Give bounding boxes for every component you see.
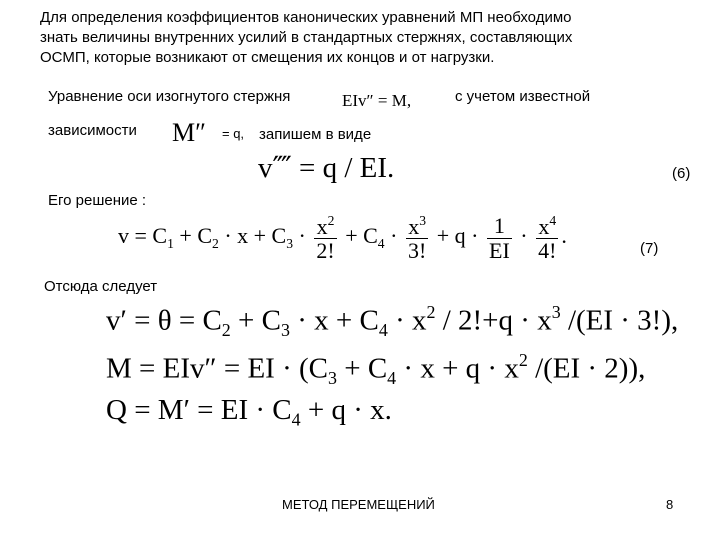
eq7-part: v = C (118, 223, 168, 249)
equation-6: v⁗ = q / EI. (258, 152, 395, 184)
slope-part: / 2!+q · x (435, 304, 552, 337)
equation-7-number: (7) (640, 240, 659, 257)
eq7-fraction-x3 (406, 214, 428, 262)
moment-subscript: 4 (387, 367, 397, 388)
eq7-part: · (514, 223, 534, 249)
eq7-fraction-numerator: x (538, 213, 550, 239)
equation-slope (106, 302, 678, 341)
eq7-superscript: 3 (419, 213, 426, 228)
eq7-part: + C (173, 223, 212, 249)
moment-part: /(EI · 2)), (527, 352, 646, 385)
equation-moment (106, 350, 645, 389)
eq7-part: · (293, 223, 312, 249)
moment-part: M = EIv″ = EI · (C (106, 352, 328, 385)
eq7-part: + C (339, 223, 378, 249)
dependence-formula-m: M″ (172, 118, 206, 147)
shear-subscript: 4 (291, 409, 301, 430)
eq7-fraction-denominator: 4! (538, 237, 557, 263)
slope-superscript: 2 (426, 302, 436, 322)
moment-subscript: 3 (327, 367, 337, 388)
eq7-fraction-numerator: 1 (493, 213, 505, 239)
slope-part: v′ = θ = C (106, 304, 222, 337)
eq7-fraction-denominator: 3! (407, 237, 427, 263)
axis-sentence-suffix: с учетом известной (455, 88, 591, 105)
eq7-fraction-x4 (536, 214, 558, 262)
eq7-fraction-ei (487, 214, 512, 261)
eq7-part: . (561, 223, 567, 249)
slope-subscript: 2 (221, 319, 231, 340)
eq7-superscript: 4 (549, 213, 557, 228)
eq7-fraction-numerator: x (408, 213, 420, 239)
consequence-label: Отсюда следует (44, 278, 158, 295)
dependence-label: зависимости (48, 122, 137, 139)
slope-part: /(EI · 3!), (560, 304, 679, 337)
moment-part: + C (336, 352, 388, 385)
dependence-formula-q: = q, (222, 126, 245, 141)
slope-subscript: 3 (280, 319, 290, 340)
dependence-suffix: запишем в виде (259, 126, 372, 143)
eq7-fraction-denominator: 2! (316, 237, 335, 263)
moment-superscript: 2 (518, 350, 528, 370)
shear-part: Q = M′ = EI · C (106, 394, 292, 426)
eq7-part: · (384, 223, 403, 249)
slope-part: · x + C (289, 304, 379, 337)
equation-6-number: (6) (672, 165, 691, 182)
intro-line-1: Для определения коэффициентов канонических уравнений МП необходимо (40, 9, 572, 26)
page-number: 8 (666, 497, 674, 512)
footer-title: МЕТОД ПЕРЕМЕЩЕНИЙ (282, 497, 435, 512)
eq7-part: + q · (431, 223, 484, 249)
slope-part: · x (387, 304, 427, 337)
slope-part: + C (230, 304, 281, 337)
slope-subscript: 4 (378, 319, 388, 340)
eq7-fraction-numerator: x (316, 213, 328, 239)
eq7-fraction-denominator: EI (489, 237, 510, 263)
eq7-subscript: 3 (286, 235, 294, 251)
eq7-subscript: 2 (212, 235, 219, 251)
eq7-superscript: 2 (327, 213, 335, 228)
eq7-part: · x + C (218, 223, 287, 249)
shear-part: + q · x. (300, 394, 392, 426)
axis-formula: EIv″ = M, (342, 91, 412, 110)
intro-line-2: знать величины внутренних усилий в стандартных стержнях, составляющих (40, 29, 573, 46)
slope-superscript: 3 (551, 302, 561, 322)
equation-shear (106, 394, 392, 430)
equation-7 (118, 214, 567, 262)
intro-line-3: ОСМП, которые возникают от смещения их концов и от нагрузки. (40, 49, 495, 66)
intro-paragraph (40, 8, 700, 68)
solution-label: Его решение : (48, 192, 147, 209)
axis-sentence-prefix: Уравнение оси изогнутого стержня (48, 88, 291, 105)
moment-part: · x + q · x (396, 352, 519, 385)
eq7-fraction-x2 (314, 214, 336, 262)
eq7-subscript: 1 (167, 235, 174, 251)
eq7-subscript: 4 (377, 235, 385, 251)
